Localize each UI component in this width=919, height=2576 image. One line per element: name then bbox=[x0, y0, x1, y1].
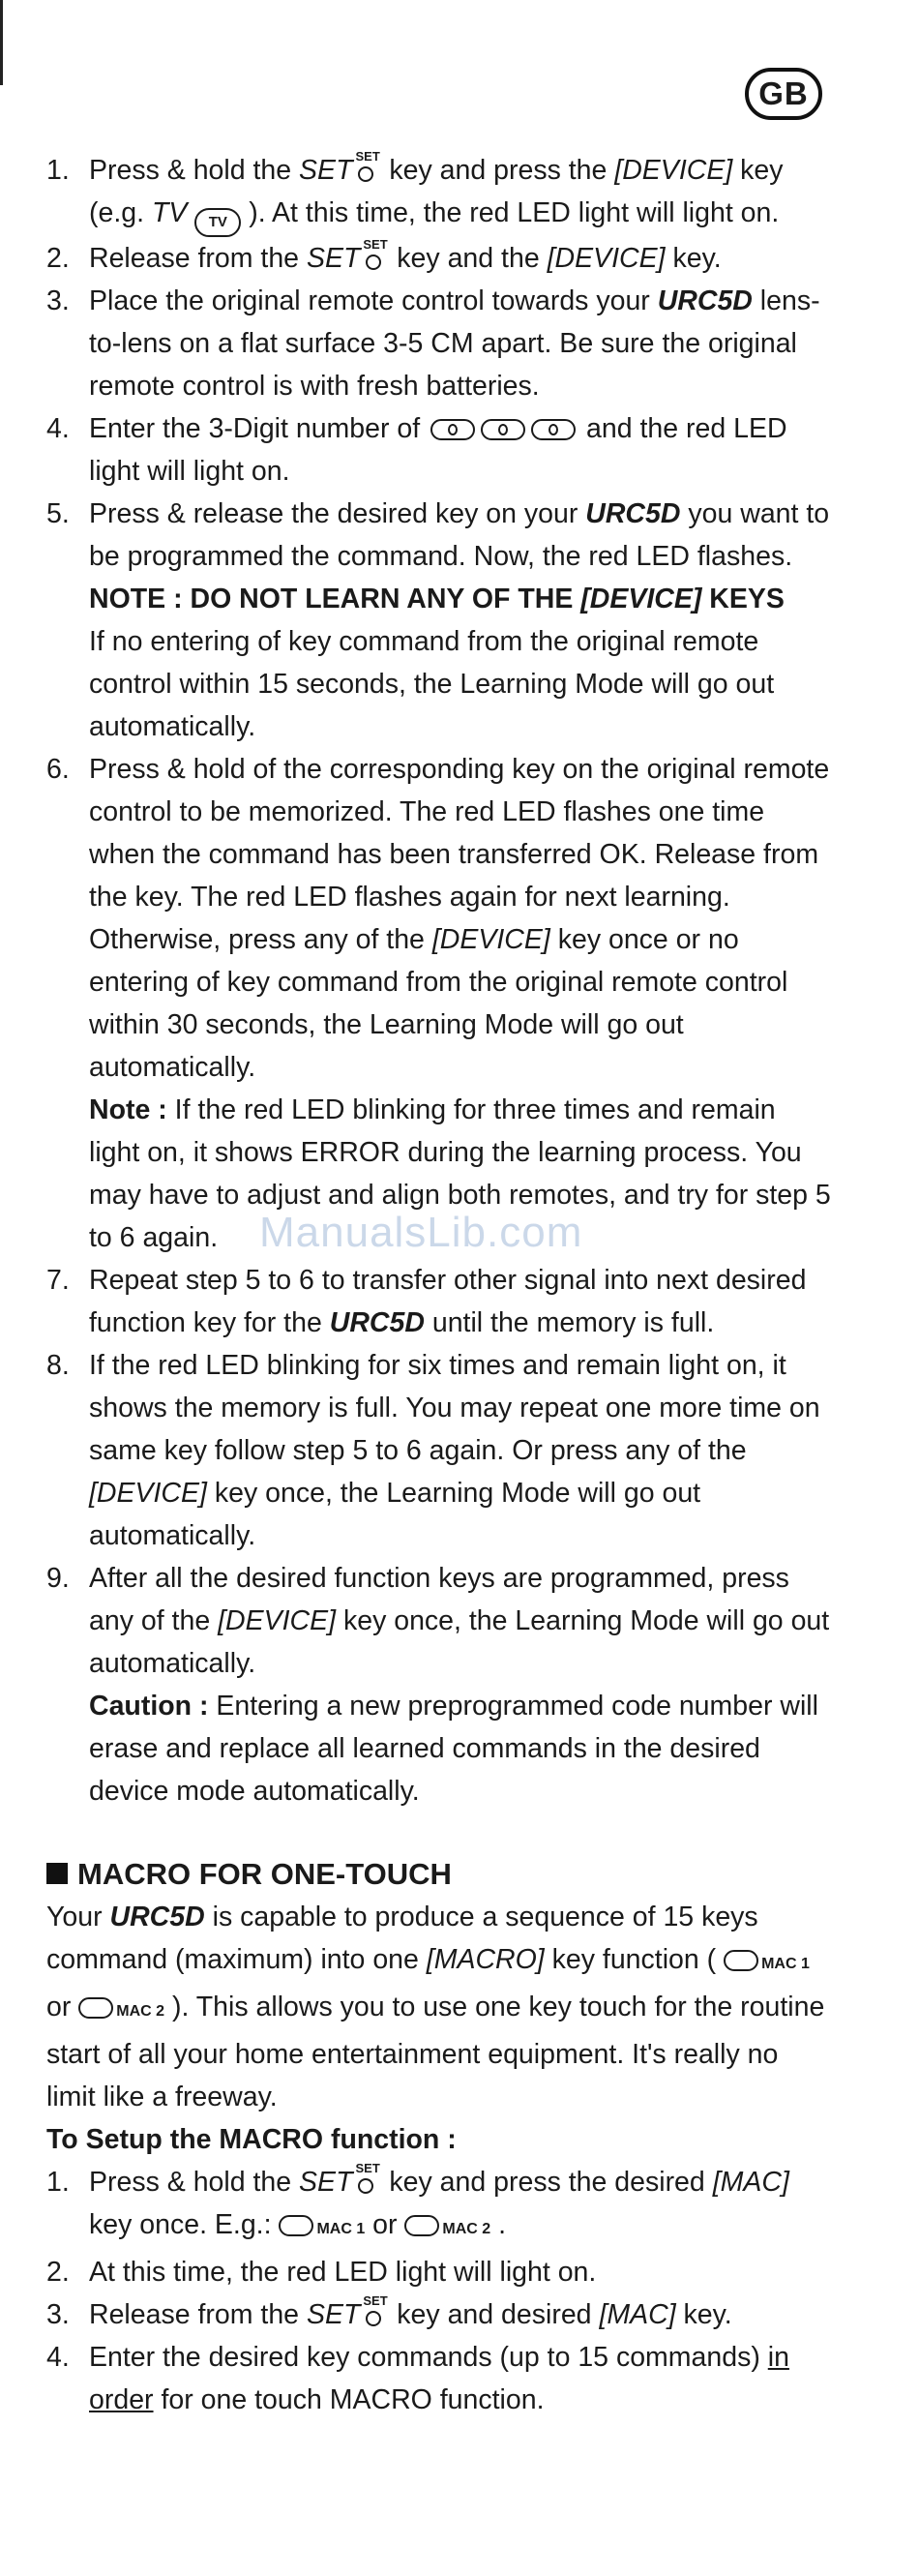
digit-zero-key-icon bbox=[430, 419, 475, 440]
language-badge: GB bbox=[745, 68, 822, 120]
step-6-note: Note : If the red LED blinking for three times and remain light on, it shows ERROR during the learning process. You may have to adjust and align both remotes, and try for step 5 to 6 again. bbox=[89, 1094, 831, 1253]
step-4: 4. Enter the 3-Digit number of and the red LED light will light on. bbox=[46, 413, 787, 487]
step-8: 8. If the red LED blinking for six times and remain light on, it shows the memory is full. You may repeat one more time on same key follow step 5 to 6 again. Or press any of the [DEVICE] key once, the Learning Mode will go out automatically. bbox=[46, 1350, 820, 1551]
step-5: 5. Press & release the desired key on your URC5D you want to be programmed the command. Now, the red LED flashes. NOTE : DO NOT LEARN ANY OF THE [DEVICE] KEYS If no entering of key command from the original remote control within 15 seconds, the Learning Mode will go out automatically. bbox=[46, 493, 832, 748]
macro-step-2: 2. At this time, the red LED light will light on. bbox=[46, 2257, 597, 2288]
watermark: ManualsLib.com bbox=[259, 1209, 583, 1256]
set-key-icon: SET bbox=[362, 2293, 387, 2336]
mac2-key-icon: MAC 2 bbox=[404, 2209, 490, 2240]
page-edge-mark bbox=[0, 0, 3, 85]
set-key-icon: SET bbox=[354, 149, 379, 192]
macro-section-heading: MACRO FOR ONE-TOUCH bbox=[46, 1853, 832, 1896]
set-key-icon: SET bbox=[362, 237, 387, 280]
step-7: 7. Repeat step 5 to 6 to transfer other signal into next desired function key for the URC5D until the memory is full. bbox=[46, 1265, 807, 1338]
instructions bbox=[46, 149, 832, 2421]
mac1-key-icon: MAC 1 bbox=[724, 1944, 810, 1975]
step-9-caution: Caution : Entering a new preprogrammed code number will erase and replace all learned commands in the desired device mode automatically. bbox=[89, 1691, 818, 1807]
macro-step-4: 4. Enter the desired key commands (up to 15 commands) in order for one touch MACRO function. bbox=[46, 2342, 789, 2415]
macro-step-3: 3. Release from the SET SET key and desired [MAC] key. bbox=[46, 2293, 832, 2336]
digit-zero-key-icon bbox=[531, 419, 576, 440]
step-1: 1. Press & hold the SET SET key and press the [DEVICE] key (e.g. TV TV ). At this time, the red LED light will light on. bbox=[46, 149, 832, 237]
learning-steps bbox=[46, 149, 832, 1812]
step-2: 2. Release from the SET SET key and the [DEVICE] key. bbox=[46, 237, 832, 280]
step-3: 3. Place the original remote control towards your URC5D lens-to-lens on a flat surface 3-5 CM apart. Be sure the original remote control is with fresh batteries. bbox=[46, 285, 820, 402]
tv-key-icon: TV bbox=[194, 208, 241, 237]
step-5-note-text: If no entering of key command from the original remote control within 15 seconds, the Learning Mode will go out automatically. bbox=[89, 626, 775, 742]
set-word: SET bbox=[299, 155, 353, 186]
macro-intro: Your URC5D is capable to produce a sequence of 15 keys command (maximum) into one [MACRO] key function ( MAC 1 or MAC 2 ). This allows you to use one key touch for the routine start of all your home entertainment equipment. It's really no limit like a freeway. bbox=[46, 1902, 825, 2112]
set-key-icon: SET bbox=[354, 2161, 379, 2203]
square-bullet-icon bbox=[46, 1863, 68, 1884]
macro-steps bbox=[46, 2161, 832, 2421]
step-5-note-heading: NOTE : DO NOT LEARN ANY OF THE [DEVICE] KEYS bbox=[89, 584, 785, 614]
macro-setup-heading: To Setup the MACRO function : bbox=[46, 2124, 457, 2155]
step-6: 6. Press & hold of the corresponding key on the original remote control to be memorized. The red LED flashes one time when the command has been transferred OK. Release from the key. The red LED flashes again for next learning. Otherwise, press any of the [DEVICE] key once or no entering of key command from the original remote control within 30 seconds, the Learning Mode will go out automatically. Note : If the red LED blinking for three times and remain light on, it shows ERROR during the learning process. You may have to adjust and align both remotes, and try for step 5 to 6 again. bbox=[46, 748, 832, 1259]
mac2-key-icon: MAC 2 bbox=[78, 1992, 164, 2022]
digit-zero-key-icon bbox=[481, 419, 525, 440]
mac1-key-icon: MAC 1 bbox=[279, 2209, 365, 2240]
macro-step-1: 1. Press & hold the SET SET key and press the desired [MAC] key once. E.g.: MAC 1 or MAC 2 . bbox=[46, 2161, 789, 2240]
step-9: 9. After all the desired function keys are programmed, press any of the [DEVICE] key once, the Learning Mode will go out automatically. Caution : Entering a new preprogrammed code number will erase and replace all learned commands in the desired device mode automatically. bbox=[46, 1557, 832, 1812]
